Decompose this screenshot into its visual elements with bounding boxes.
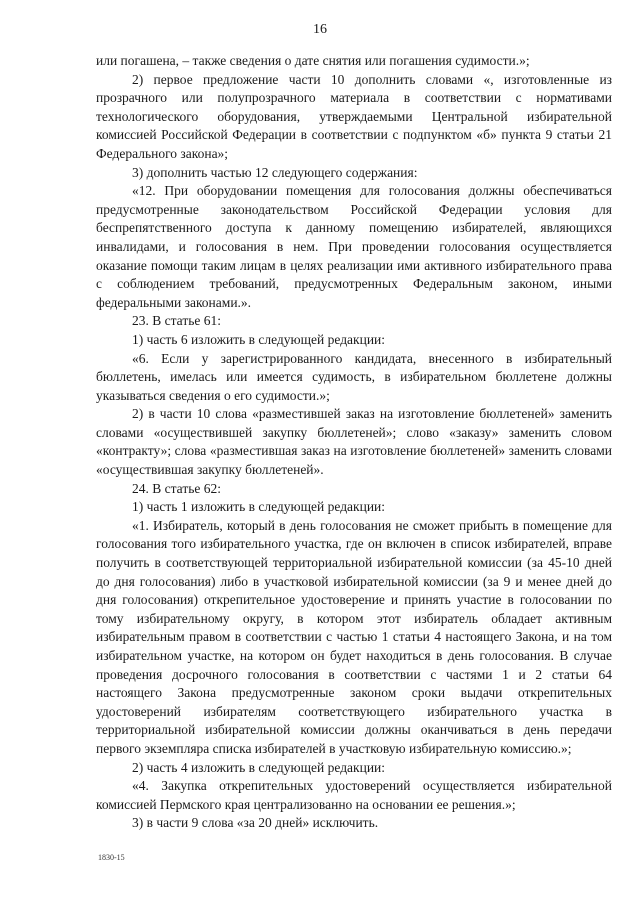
paragraph: 2) в части 10 слова «разместившей заказ на изготовление бюллетеней» заменить словами «осуществившей закупку бюллетеней»; слово «заказу» заменить словом «контракту»; слова «разместившая заказ на изготовление бюллетеней» заменить словами «осуществившая закупку бюллетеней». bbox=[96, 406, 612, 478]
paragraph: или погашена, – также сведения о дате снятия или погашения судимости.»; bbox=[96, 53, 530, 68]
paragraph: 1) часть 1 изложить в следующей редакции: bbox=[132, 499, 386, 515]
paragraph: 2) часть 4 изложить в следующей редакции: bbox=[132, 759, 386, 775]
paragraph: «6. Если у зарегистрированного кандидата, внесенного в избирательный бюллетень, имелась или имеется судимость, в избирательном бюллетене должны указываться сведения о его судимости.»; bbox=[96, 350, 612, 403]
paragraph: 3) дополнить частью 12 следующего содержания: bbox=[132, 164, 418, 180]
paragraph: «1. Избиратель, который в день голосования не сможет прибыть в помещение для голосования того избирательного участка, где он включен в список избирателей, вправе получить в соответствующей территориальной избирательной комиссии (за 45-10 дней до дня голосования) либо в участковой избирательной комиссии (за 9 и менее дней до дня голосования) открепительное удостоверение и принять участие в голосовании по тому избирательному округу, в котором этот избиратель обладает активным избирательным правом в соответствии с частью 1 статьи 4 настоящего Закона, и на том избирательном участке, на котором он будет находиться в день голосования. В случае проведения досрочного голосования в соответствии с частями 1 и 2 статьи 64 настоящего Закона предусмотренные законом сроки выдачи открепительных удостоверений избирателям соответствующего избирательного участка в территориальной избирательной комиссии должны оканчиваться в день передачи первого экземпляра списка избирателей в участковую избирательную комиссию.»; bbox=[96, 517, 612, 756]
document-code: 1830-15 bbox=[98, 853, 125, 862]
paragraph: «12. При оборудовании помещения для голосования должны обеспечиваться предусмотренные законодательством Российской Федерации условия для беспрепятственного доступа к данному помещению избирателей, являющихся инвалидами, и голосования в нем. При проведении голосования осуществляется оказание помощи таким лицам в целях реализации ими активного избирательного права с соблюдением требований, предусмотренных Федеральным законом, иными федеральными законами.». bbox=[96, 183, 612, 310]
paragraph: 2) первое предложение части 10 дополнить словами «, изготовленные из прозрачного или полупрозрачного материала в соответствии с нормативами технологического оборудования, утверждаемыми Центральной избирательной комиссией Российской Федерации в соответствии с подпунктом «б» пункта 9 статьи 21 Федерального закона»; bbox=[96, 71, 612, 161]
paragraph: «4. Закупка открепительных удостоверений осуществляется избирательной комиссией Пермского края централизованно на основании ее решения.»; bbox=[96, 778, 612, 812]
paragraph: 24. В статье 62: bbox=[132, 480, 222, 496]
document-body bbox=[96, 52, 612, 833]
paragraph: 3) в части 9 слова «за 20 дней» исключить. bbox=[132, 815, 379, 831]
page-number: 16 bbox=[313, 22, 327, 37]
paragraph: 1) часть 6 изложить в следующей редакции: bbox=[132, 331, 386, 347]
paragraph: 23. В статье 61: bbox=[132, 313, 222, 329]
